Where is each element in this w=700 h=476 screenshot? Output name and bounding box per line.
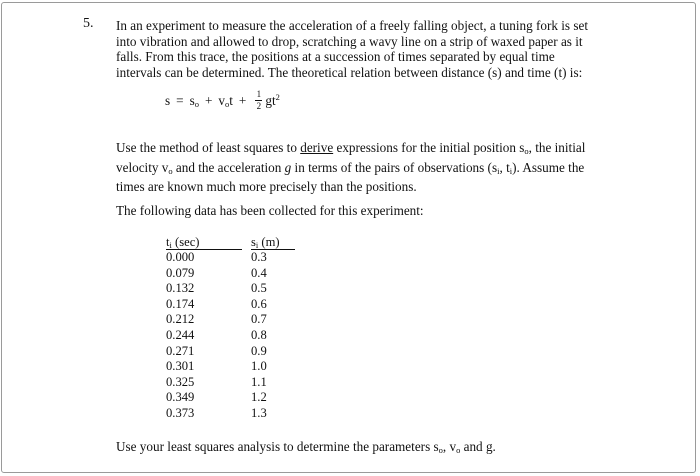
- table-row: [166, 281, 295, 297]
- intro-line: intervals can be determined. The theoretical relation between distance (s) and time (t) is:: [116, 64, 583, 80]
- eq-plus: +: [238, 92, 247, 108]
- table-header: [166, 235, 295, 250]
- table-row: [166, 312, 295, 328]
- eq-equals: =: [176, 92, 184, 108]
- method-line: times are known much more precisely than the positions.: [116, 179, 417, 195]
- position-cell: 1.2: [251, 390, 267, 405]
- position-cell: 0.5: [251, 281, 267, 296]
- data-table: [166, 235, 295, 422]
- question-number: 5.: [83, 16, 94, 31]
- kinematics-equation: [165, 90, 280, 111]
- position-cell: 1.0: [251, 359, 267, 374]
- intro-line: into vibration and allowed to drop, scratching a wavy line on a strip of waxed paper as it: [116, 33, 583, 49]
- time-cell: 0.079: [166, 265, 195, 280]
- time-cell: 0.132: [166, 281, 195, 296]
- table-row: [166, 390, 295, 406]
- position-cell: 0.3: [251, 250, 267, 264]
- time-cell: 0.000: [166, 250, 195, 264]
- time-cell: 0.174: [166, 296, 195, 311]
- position-cell: 1.1: [251, 374, 267, 389]
- position-cell: 0.8: [251, 327, 267, 342]
- time-cell: 0.212: [166, 312, 195, 327]
- intro-line: falls. From this trace, the positions at a succession of times separated by equal time: [116, 49, 555, 65]
- time-cell: 0.373: [166, 405, 195, 420]
- table-row: [166, 375, 295, 391]
- table-row: [166, 297, 295, 313]
- time-cell: 0.349: [166, 390, 195, 405]
- derive-underlined: derive: [300, 140, 334, 155]
- method-paragraph: [116, 140, 616, 195]
- time-cell: 0.271: [166, 343, 195, 358]
- position-cell: 1.3: [251, 405, 267, 420]
- position-cell: 0.4: [251, 265, 267, 280]
- time-cell: 0.325: [166, 374, 195, 389]
- eq-s0: $s_o$: [189, 92, 199, 109]
- table-row: [166, 328, 295, 344]
- header-position: $s_i$ (m): [251, 235, 295, 250]
- eq-plus: +: [204, 92, 213, 108]
- intro-line: In an experiment to measure the acceleration of a freely falling object, a tuning fork is set: [116, 18, 588, 33]
- time-cell: 0.301: [166, 359, 195, 374]
- position-cell: 0.7: [251, 312, 267, 327]
- table-row: [166, 266, 295, 282]
- position-cell: 0.6: [251, 296, 267, 311]
- header-time: $t_i$ (sec): [166, 235, 242, 250]
- method-line: velocity $v_o$ and the acceleration g in terms of the pairs of observations ($s_i$, $t_i$). Assume the: [116, 159, 585, 176]
- position-cell: 0.9: [251, 343, 267, 358]
- table-row: [166, 406, 295, 422]
- intro-paragraph: [116, 18, 616, 80]
- table-row: [166, 344, 295, 360]
- method-line: Use the method of least squares to derive expressions for the initial position $s_o$, the initial: [116, 140, 586, 156]
- eq-v0t: $v_ot$: [218, 92, 233, 109]
- table-row: [166, 250, 295, 266]
- closing-instruction: Use your least squares analysis to determine the parameters $s_o$, $v_o$ and g.: [116, 439, 496, 455]
- time-cell: 0.244: [166, 327, 195, 342]
- eq-gt2: $gt^2$: [265, 92, 280, 108]
- eq-lhs: s: [165, 92, 171, 108]
- table-row: [166, 359, 295, 375]
- eq-fraction: $\frac{1}{2}$: [256, 89, 262, 111]
- data-intro: The following data has been collected for this experiment:: [116, 203, 424, 218]
